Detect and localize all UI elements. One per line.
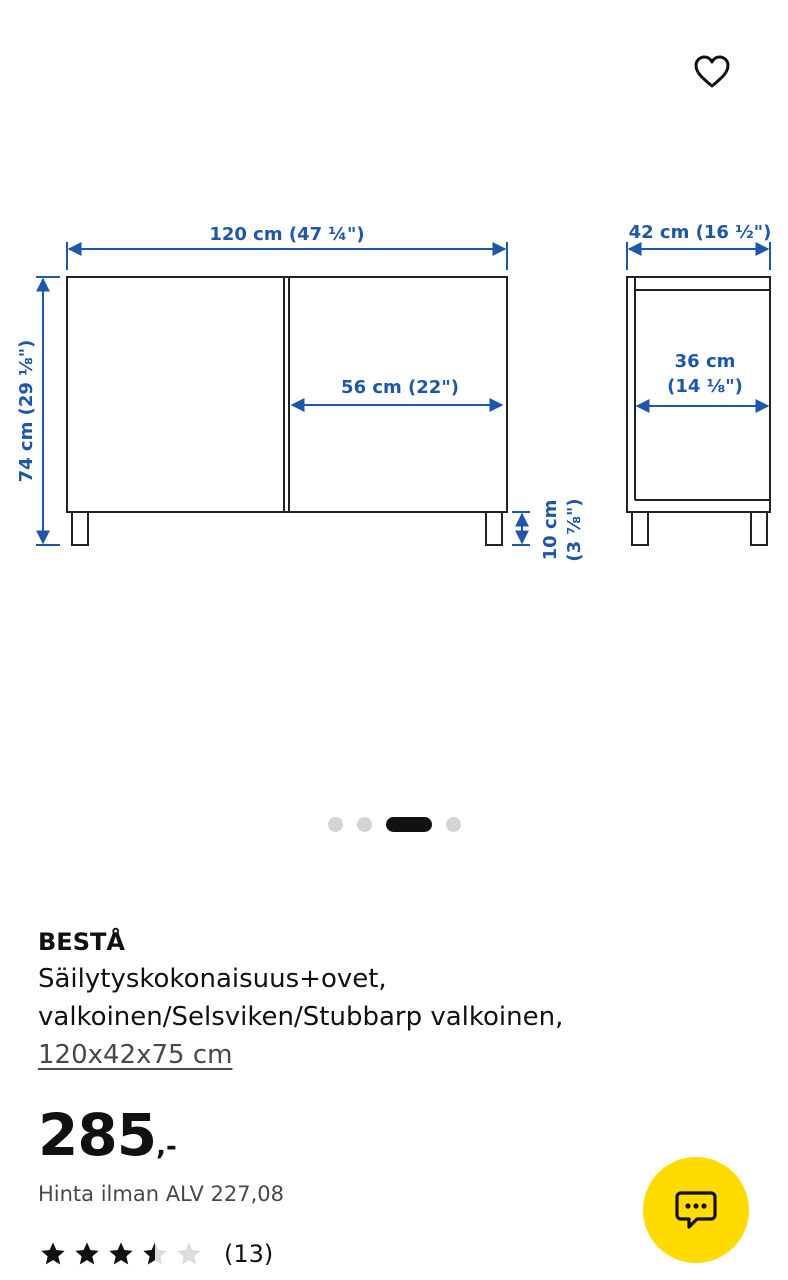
door-width-label: 56 cm (22") xyxy=(341,377,459,398)
price-amount: 285 xyxy=(38,1101,157,1169)
product-rating[interactable] xyxy=(38,1240,273,1268)
carousel-dot-2[interactable] xyxy=(357,817,372,832)
half-star-icon xyxy=(140,1240,170,1268)
depth-label: 42 cm (16 ½") xyxy=(628,222,772,243)
width-label: 120 cm (47 ¼") xyxy=(209,224,365,245)
chat-button[interactable] xyxy=(643,1157,749,1263)
empty-star-icon xyxy=(174,1240,204,1268)
rating-stars xyxy=(38,1240,204,1268)
carousel-dot-4[interactable] xyxy=(446,817,461,832)
favourite-button[interactable] xyxy=(686,46,738,98)
product-description-line-2: valkoinen/Selsviken/Stubbarp valkoinen, xyxy=(38,1002,564,1032)
leg-height-in-label: (3 ⅞") xyxy=(564,498,585,562)
carousel-dot-1[interactable] xyxy=(328,817,343,832)
product-dimension-drawing xyxy=(0,200,788,580)
product-info xyxy=(38,924,658,1074)
carousel-dot-3[interactable] xyxy=(386,817,432,832)
rating-count: (13) xyxy=(224,1240,274,1268)
carousel-indicator xyxy=(0,815,788,833)
product-description-line-1: Säilytyskokonaisuus+ovet, xyxy=(38,964,387,994)
star-icon xyxy=(106,1240,136,1268)
price-without-vat: Hinta ilman ALV 227,08 xyxy=(38,1182,284,1206)
height-label: 74 cm (29 ⅛") xyxy=(16,339,37,483)
heart-icon xyxy=(694,55,730,89)
price xyxy=(38,1100,177,1170)
inner-depth-in-label: (14 ⅛") xyxy=(667,376,743,397)
side-view xyxy=(627,277,770,545)
chat-bubble-icon xyxy=(675,1190,717,1230)
leg-height-cm-label: 10 cm xyxy=(540,499,561,561)
inner-depth-cm-label: 36 cm xyxy=(674,351,736,372)
star-icon xyxy=(72,1240,102,1268)
product-brand: BESTÅ xyxy=(38,928,125,956)
product-size-link[interactable]: 120x42x75 cm xyxy=(38,1040,233,1070)
front-view xyxy=(67,277,507,545)
price-suffix: ,- xyxy=(156,1132,177,1162)
star-icon xyxy=(38,1240,68,1268)
